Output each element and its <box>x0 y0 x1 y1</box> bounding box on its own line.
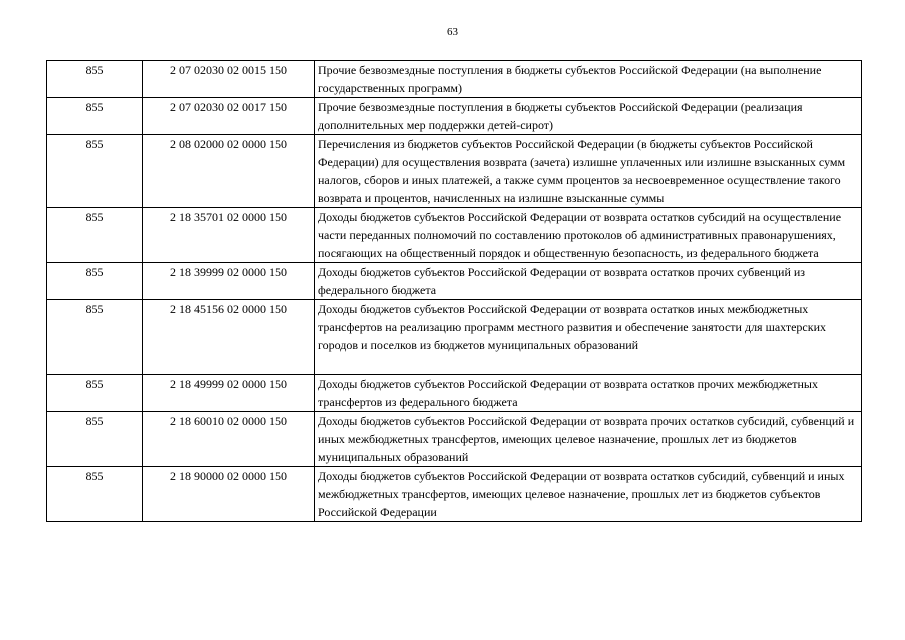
budget-code-cell: 2 07 02030 02 0017 150 <box>143 98 315 135</box>
table-row <box>47 467 862 522</box>
budget-code-cell: 2 07 02030 02 0015 150 <box>143 61 315 98</box>
budget-code-cell: 2 18 60010 02 0000 150 <box>143 412 315 467</box>
budget-code-cell: 2 18 90000 02 0000 150 <box>143 467 315 522</box>
description-cell: Доходы бюджетов субъектов Российской Федерации от возврата остатков субсидий, субвенций и иных межбюджетных трансфертов, имеющих целевое назначение, прошлых лет из бюджетов субъектов Российской Федерации <box>315 467 862 522</box>
budget-code-cell: 2 18 39999 02 0000 150 <box>143 263 315 300</box>
table-row <box>47 208 862 263</box>
admin-code-cell: 855 <box>47 300 143 375</box>
budget-code-cell: 2 08 02000 02 0000 150 <box>143 135 315 208</box>
admin-code-cell: 855 <box>47 98 143 135</box>
table-row <box>47 375 862 412</box>
description-cell: Доходы бюджетов субъектов Российской Федерации от возврата остатков иных межбюджетных трансфертов на реализацию программ местного развития и обеспечение занятости для шахтерских городов и поселков из бюджетов муниципальных образований <box>315 300 862 375</box>
admin-code-cell: 855 <box>47 375 143 412</box>
admin-code-cell: 855 <box>47 467 143 522</box>
page-number: 63 <box>447 26 458 38</box>
table-row <box>47 135 862 208</box>
budget-code-cell: 2 18 45156 02 0000 150 <box>143 300 315 375</box>
description-cell: Перечисления из бюджетов субъектов Российской Федерации (в бюджеты субъектов Российской Федерации) для осуществления возврата (зачета) излишне уплаченных или излишне взысканных сумм налогов, сборов и иных платежей, а также сумм процентов за несвоевременное осуществление такого возврата и процентов, начисленных на излишне взысканные суммы <box>315 135 862 208</box>
description-cell: Прочие безвозмездные поступления в бюджеты субъектов Российской Федерации (на выполнение государственных программ) <box>315 61 862 98</box>
budget-code-cell: 2 18 35701 02 0000 150 <box>143 208 315 263</box>
description-cell: Доходы бюджетов субъектов Российской Федерации от возврата прочих остатков субсидий, субвенций и иных межбюджетных трансфертов, имеющих целевое назначение, прошлых лет из бюджетов муниципальных образований <box>315 412 862 467</box>
admin-code-cell: 855 <box>47 263 143 300</box>
description-cell: Доходы бюджетов субъектов Российской Федерации от возврата остатков прочих субвенций из федерального бюджета <box>315 263 862 300</box>
admin-code-cell: 855 <box>47 412 143 467</box>
table-row <box>47 98 862 135</box>
table-row <box>47 412 862 467</box>
admin-code-cell: 855 <box>47 135 143 208</box>
table-row <box>47 61 862 98</box>
budget-code-cell: 2 18 49999 02 0000 150 <box>143 375 315 412</box>
description-cell: Доходы бюджетов субъектов Российской Федерации от возврата остатков прочих межбюджетных трансфертов из федерального бюджета <box>315 375 862 412</box>
description-cell: Прочие безвозмездные поступления в бюджеты субъектов Российской Федерации (реализация дополнительных мер поддержки детей-сирот) <box>315 98 862 135</box>
budget-codes-table <box>46 60 862 522</box>
table-row <box>47 300 862 375</box>
admin-code-cell: 855 <box>47 61 143 98</box>
admin-code-cell: 855 <box>47 208 143 263</box>
description-cell: Доходы бюджетов субъектов Российской Федерации от возврата остатков субсидий на осуществление части переданных полномочий по составлению протоколов об административных правонарушениях, посягающих на общественный порядок и общественную безопасность, из федерального бюджета <box>315 208 862 263</box>
table-row <box>47 263 862 300</box>
